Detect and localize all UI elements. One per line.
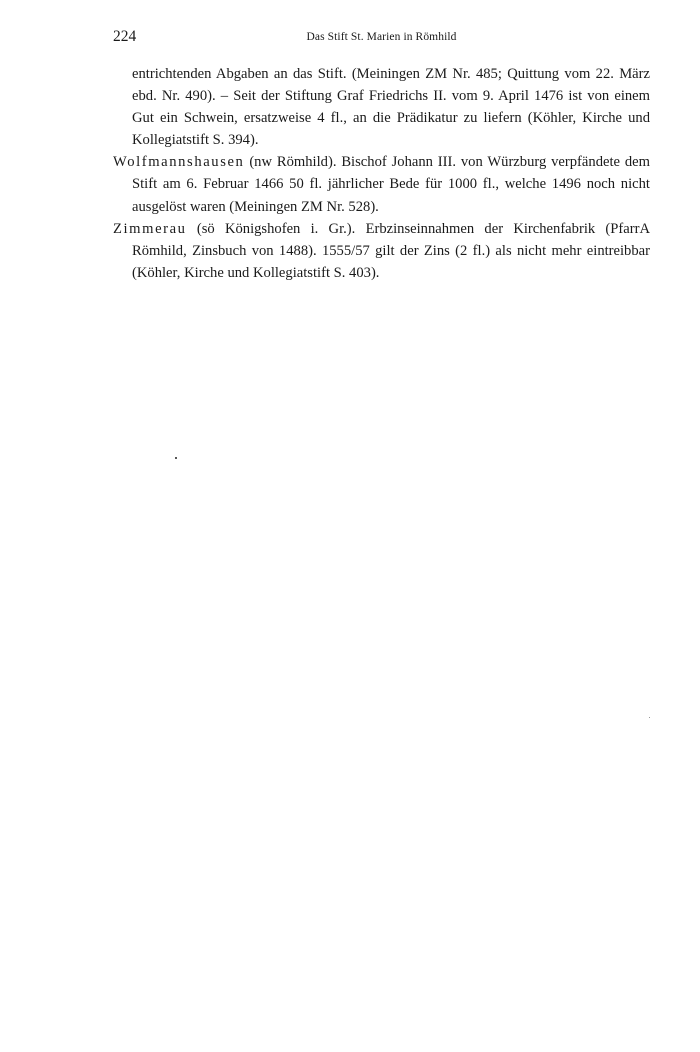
body-text [113,63,650,284]
entry-text: entrichtenden Abgaben an das Stift. (Meiningen ZM Nr. 485; Quittung vom 22. März ebd. Nr. 490). – Seit der Stiftung Graf Friedrichs II. vom 9. April 1476 ist von einem Gut ein Schwein, ersatzweise 4 fl., an die Prädikatur zu liefern (Köhler, Kirche und Kollegiatstift S. 394). [132,66,650,149]
running-head: Das Stift St. Marien in Römhild [306,31,457,43]
print-speck [649,717,650,718]
entry-text: (sö Königshofen i. Gr.). Erbzinseinnahmen der Kirchenfabrik (PfarrA Römhild, Zinsbuch von 1488). 1555/57 gilt der Zins (2 fl.) als nicht mehr eintreibbar (Köhler, Kirche und Kollegiatstift S. 403). [132,220,650,281]
print-speck [175,457,177,459]
entry-wolfmannshausen [113,151,650,217]
page-number: 224 [113,28,137,45]
entry-place-name: Wolfmannshausen [113,154,245,171]
entry-continuation [113,63,650,151]
entry-text: (nw Römhild). Bischof Johann III. von Würzburg verpfändete dem Stift am 6. Februar 1466 50 fl. jährlicher Bede für 1000 fl., welche 1496 noch nicht ausgelöst waren (Meiningen ZM Nr. 528). [132,154,650,215]
entry-zimmerau [113,218,650,284]
entry-place-name: Zimmerau [113,220,187,237]
page-header [113,28,650,48]
